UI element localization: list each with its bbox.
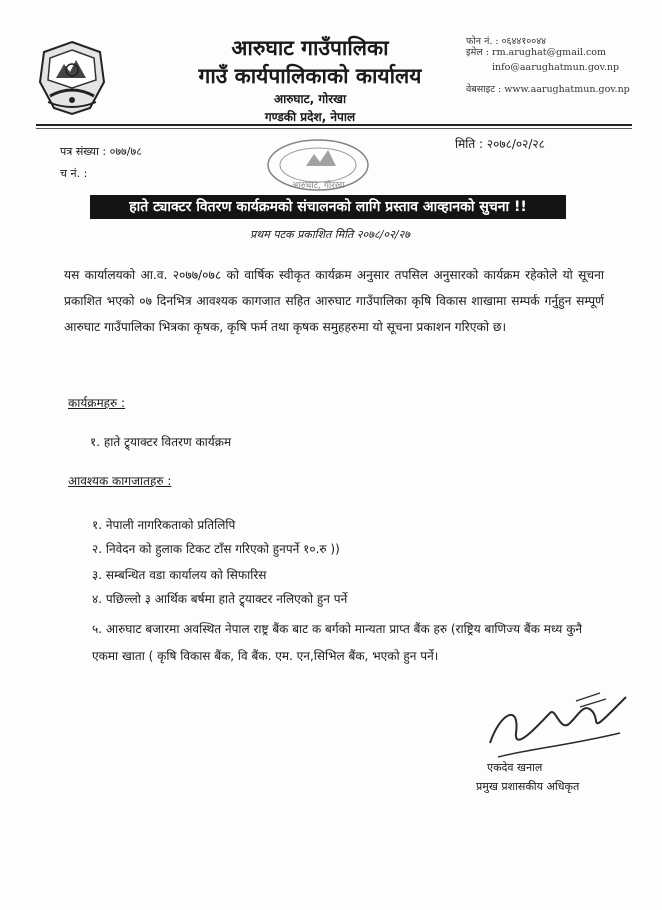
- phone-number: फोन नं. : ०६४४१००४४: [466, 36, 547, 47]
- org-name-line1: आरुघाट गाउँपालिका: [231, 36, 389, 60]
- document-item: २. निवेदन को हुलाक टिकट टाँस गरिएको हुनपर्ने १०.रु )): [92, 542, 340, 556]
- programs-heading: कार्यक्रमहरु :: [68, 396, 126, 410]
- email-secondary: info@aarughatmun.gov.np: [492, 62, 620, 73]
- email-primary: इमेल : rm.arughat@gmail.com: [466, 47, 606, 58]
- address-line1: आरुघाट, गोरखा: [273, 92, 347, 106]
- publication-date: प्रथम पटक प्रकाशित मिति २०७८/०२/२७: [250, 228, 410, 241]
- org-name-line2: गाउँ कार्यपालिकाको कार्यालय: [198, 64, 422, 88]
- header-divider: [36, 124, 632, 126]
- header-divider-thin: [36, 128, 632, 129]
- signer-name: एकदेव खनाल: [487, 761, 543, 774]
- signer-designation: प्रमुख प्रशासकीय अधिकृत: [476, 780, 580, 793]
- dispatch-number: च नं. :: [60, 167, 88, 180]
- documents-heading: आवश्यक कागजातहरु :: [68, 474, 172, 488]
- signature-icon: [480, 683, 630, 771]
- reference-number: पत्र संख्या : ०७७/७८: [60, 145, 142, 158]
- document-item: ४. पछिल्लो ३ आर्थिक बर्षमा हाते ट्र्याक्टर नलिएको हुन पर्ने: [92, 592, 348, 606]
- notice-title-banner: हाते ट्याक्टर वितरण कार्यक्रमको संचालनको लागि प्रस्ताव आव्हानको सुचना !!: [90, 195, 566, 219]
- website-url: वेबसाइट : www.aarughatmun.gov.np: [466, 84, 630, 95]
- nepal-emblem-icon: [34, 38, 110, 118]
- program-item: १. हाते ट्र्याक्टर वितरण कार्यक्रम: [90, 435, 232, 449]
- address-line2: गण्डकी प्रदेश, नेपाल: [264, 110, 356, 124]
- svg-text:आरुघाट, गोरखा: आरुघाट, गोरखा: [291, 181, 345, 191]
- document-item: ३. सम्बन्धित वडा कार्यालय को सिफारिस: [92, 568, 267, 582]
- letter-date: मिति : २०७८/०२/२८: [455, 137, 545, 151]
- office-stamp-icon: [258, 136, 378, 194]
- document-item: ५. आरुघाट बजारमा अवस्थित नेपाल राष्ट्र बैंक बाट क बर्गको मान्यता प्राप्त बैंक हरु (राष्ट्रिय बाणिज्य बैंक मध्य कुनै एकमा खाता ( कृषि विकास बैंक, वि बैंक. एम. एन,सिभिल बैंक, भएको हुन पर्ने।: [92, 622, 583, 663]
- notice-body: यस कार्यालयको आ.व. २०७७/०७८ को वार्षिक स्वीकृत कार्यक्रम अनुसार तपसिल अनुसारको कार्यक्रम रहेकोले यो सूचना प्रकाशित भएको ०७ दिनभित्र आवश्यक कागजात सहित आरुघाट गाउँपालिका कृषि विकास शाखामा सम्पर्क गर्नुहुन सम्पूर्ण आरुघाट गाउँपालिका भित्रका कृषक, कृषि फर्म तथा कृषक समुहहरुमा यो सूचना प्रकाशन गरिएको छ।: [64, 268, 604, 334]
- document-item: १. नेपाली नागरिकताको प्रतिलिपि: [92, 518, 236, 532]
